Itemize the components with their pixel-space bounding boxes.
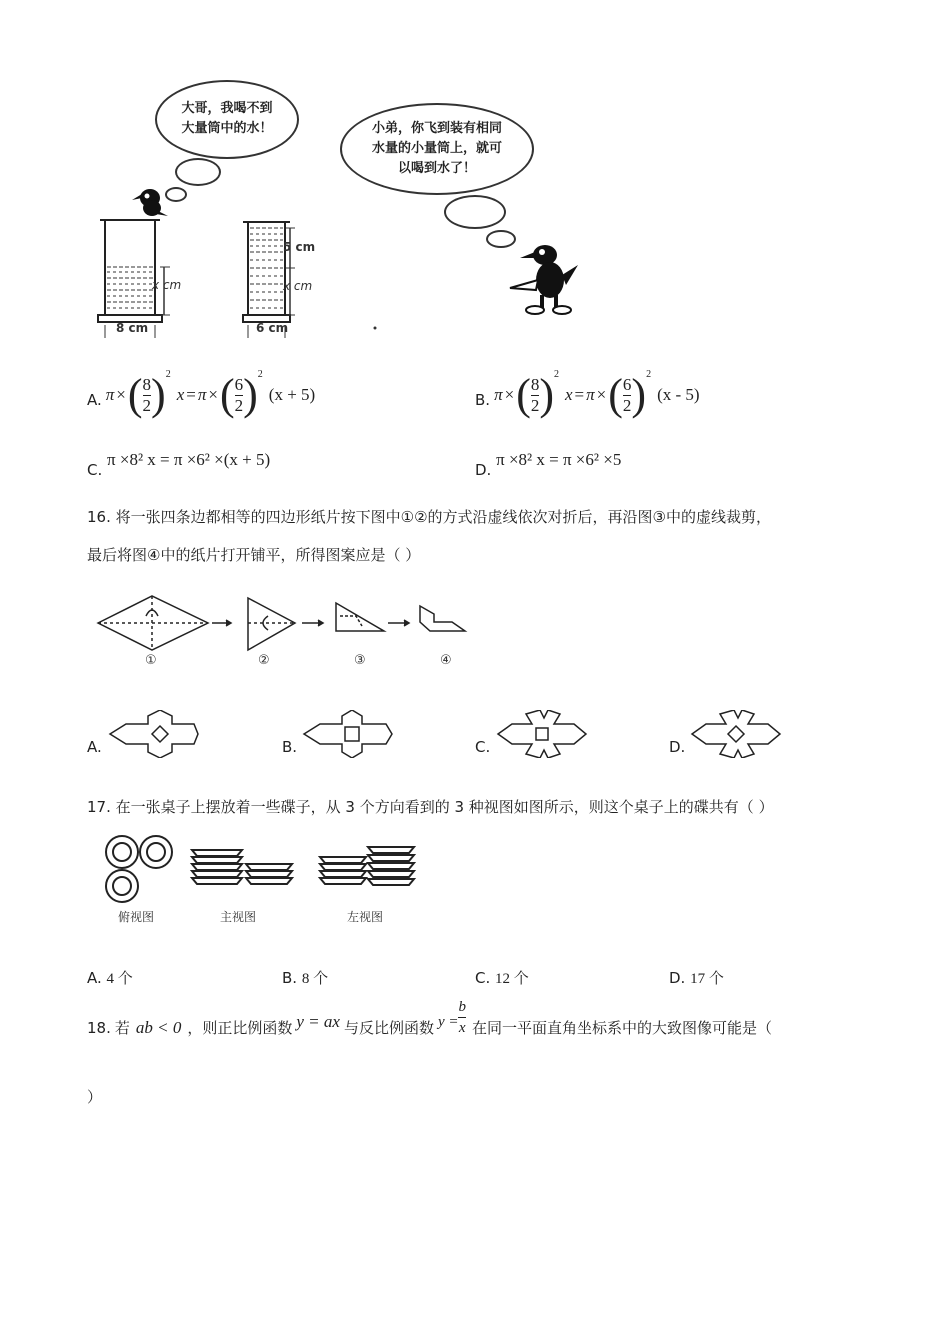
q16-option-c[interactable]: C.	[475, 738, 491, 756]
option-label: B.	[475, 391, 491, 409]
q16-text-line-1: 将一张四条边都相等的四边形纸片按下图中①②的方式沿虚线依次对折后，再沿图③中的虚线裁剪，	[115, 508, 771, 526]
view-label-top: 俯视图	[118, 910, 155, 924]
q18-text: 若	[114, 1018, 130, 1037]
crow-icon	[132, 189, 168, 216]
speech-bubble-left	[155, 80, 299, 159]
crow-icon	[510, 245, 578, 314]
q17-text: 在一张桌子上摆放着一些碟子，从 3 个方向看到的 3 种视图如图所示，则这个桌子上的碟共有（ ）	[115, 798, 774, 816]
q18-direct-function: y = ax	[296, 1011, 340, 1031]
q18-text: ，则正比例函数	[187, 1018, 293, 1037]
step-label-3: ③	[354, 653, 366, 668]
bubble-right-line-1: 小弟，你飞到装有相同	[371, 121, 502, 136]
bubble-left-line-2: 大量筒中的水！	[181, 121, 273, 136]
q15-illustration	[80, 75, 640, 345]
q18-question	[87, 1000, 867, 1055]
step-label-2: ②	[258, 653, 270, 668]
fraction: $\frac{8}{2}$	[142, 374, 152, 415]
q18-text: 与反比例函数	[343, 1018, 434, 1037]
q16-option-a-figure	[108, 710, 200, 758]
q16-option-a[interactable]: A.	[87, 738, 102, 756]
bubble-left-line-1: 大哥，我喝不到	[181, 101, 273, 116]
q18-inverse-lhs: y =	[437, 1013, 459, 1030]
q18-number: 18.	[87, 1018, 111, 1037]
small-cylinder-x-label: x cm	[283, 279, 313, 293]
q17-question	[87, 797, 887, 817]
q17-option-a[interactable]: A. 4 个	[87, 969, 133, 987]
q16-text-line-2: 最后将图④中的纸片打开铺平，所得图案应是（ ）	[87, 546, 421, 564]
option-label: C.	[87, 461, 103, 479]
q15-option-c[interactable]	[87, 450, 271, 479]
option-label: A.	[87, 391, 102, 409]
q16-option-b[interactable]: B.	[282, 738, 298, 756]
q18-condition: ab < 0	[135, 1017, 182, 1037]
q16-option-b-figure	[302, 710, 394, 758]
big-cylinder-x-label: x cm	[152, 278, 182, 292]
small-cylinder-5cm-label: 5 cm	[283, 240, 316, 254]
view-label-left: 左视图	[347, 910, 384, 924]
cylinders-drawing	[80, 180, 640, 345]
q17-option-c[interactable]: C. 12 个	[475, 969, 529, 987]
small-cylinder-width-label: 6 cm	[256, 321, 289, 335]
q18-text-close: ）	[87, 1088, 103, 1106]
step-label-1: ①	[145, 653, 157, 668]
q17-option-b[interactable]: B. 8 个	[282, 969, 329, 987]
q16-question	[87, 507, 867, 565]
q15-option-b[interactable]: B. π × ( $\frac{8}{2}$ ) $^2$ x = π × ( $\frac{6}{2}$ ) $^2$ (x - 5)	[475, 369, 700, 419]
q16-option-c-figure	[496, 710, 588, 758]
step-label-4: ④	[440, 653, 452, 668]
times: ×	[116, 385, 126, 404]
bubble-right-line-2: 水量的小量筒上，就可	[371, 141, 502, 156]
q18-inverse-fraction: $\frac{b}{x}$	[458, 999, 466, 1036]
q15-option-d[interactable]	[475, 450, 622, 479]
q16-number: 16.	[87, 508, 111, 526]
pi-symbol: π	[105, 385, 115, 404]
q18-text: 在同一平面直角坐标系中的大致图像可能是（	[471, 1018, 772, 1037]
big-cylinder-width-label: 8 cm	[116, 321, 149, 335]
q17-views-drawing	[100, 832, 430, 912]
q17-number: 17.	[87, 798, 111, 816]
q17-option-d[interactable]: D. 17 个	[669, 969, 724, 987]
option-c-expression: π ×8² x = π ×6² ×(x + 5)	[107, 450, 271, 469]
q16-option-d[interactable]: D.	[669, 738, 686, 756]
q16-option-d-figure	[690, 710, 782, 758]
option-d-expression: π ×8² x = π ×6² ×5	[496, 450, 622, 469]
bubble-right-line-3: 以喝到水了！	[397, 161, 476, 176]
option-label: D.	[475, 461, 492, 479]
q15-option-a[interactable]: A. π × ( $\frac{8}{2}$ ) $^2$ x = π × ( $\frac{6}{2}$ ) $^2$ (x + 5)	[87, 369, 316, 419]
view-label-front: 主视图	[220, 910, 257, 924]
